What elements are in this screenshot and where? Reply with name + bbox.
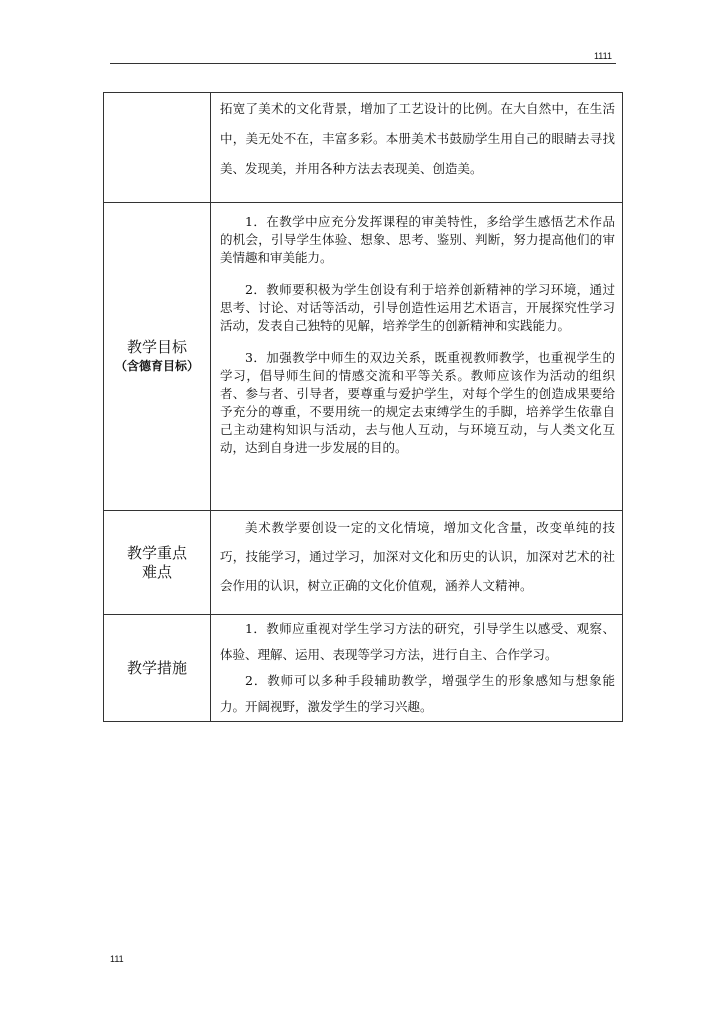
- table-row: [104, 615, 623, 722]
- lesson-plan-table: [103, 92, 623, 722]
- key-points-text: 美术教学要创设一定的文化情境，增加文化含量，改变单纯的技巧，技能学习，通过学习，加深对文化和历史的认识，加深对艺术的社会作用的认识，树立正确的文化价值观，涵养人文精神。: [220, 520, 615, 593]
- objectives-label: 教学目标: [126, 337, 187, 356]
- measure-item-1: 1．教师应重视对学生学习方法的研究，引导学生以感受、观察、体验、理解、运用、表现等学习方法，进行自主、合作学习。: [220, 621, 615, 662]
- objective-item-1: 1．在教学中应充分发挥课程的审美特性，多给学生感悟艺术作品的机会，引导学生体验、想象、思考、鉴别、判断，努力提高他们的审美情趣和审美能力。: [220, 214, 615, 265]
- objective-item-3: 3．加强教学中师生的双边关系，既重视教师教学，也重视学生的学习，倡导师生间的情感交流和平等关系。教师应该作为活动的组织者、参与者、引导者，要尊重与爱护学生，对每个学生的创造成果要给予充分的尊重，不要用统一的规定去束缚学生的手脚，培养学生依靠自己主动建构知识与活动，去与他人互动，与环境互动，与人类文化互动，达到自身进一步发展的目的。: [220, 350, 615, 455]
- footer-page-number: 111: [110, 954, 124, 964]
- measures-label-cell: [104, 615, 211, 722]
- objectives-label-cell: [104, 203, 211, 511]
- header-rule: [110, 63, 616, 64]
- sublabel-prefix: （含: [114, 358, 139, 373]
- background-text: 拓宽了美术的文化背景，增加了工艺设计的比例。在大自然中，在生活中，美无处不在，丰富多彩。本册美术书鼓励学生用自己的眼睛去寻找美、发现美，并用各种方法去表现美、创造美。: [220, 101, 615, 176]
- objectives-sublabel: [105, 357, 209, 376]
- table-row: [104, 93, 623, 203]
- sublabel-bold: 德育目标: [138, 358, 187, 373]
- measures-content-cell: [211, 615, 623, 722]
- key-points-content-cell: [211, 511, 623, 615]
- measure-item-2: 2．教师可以多种手段辅助教学，增强学生的形象感知与想象能力。开阔视野，激发学生的学习兴趣。: [220, 673, 615, 714]
- key-points-label-cell: [104, 511, 211, 615]
- header-page-number: 1111: [593, 51, 612, 61]
- sublabel-suffix: ）: [187, 358, 200, 373]
- measures-label: 教学措施: [126, 658, 187, 677]
- empty-label-cell: [104, 93, 211, 203]
- key-points-label-line2: 难点: [141, 562, 172, 581]
- content-cell: [211, 93, 623, 203]
- table-row: [104, 511, 623, 615]
- objectives-content-cell: [211, 203, 623, 511]
- table-row: [104, 203, 623, 511]
- objective-item-2: 2．教师要积极为学生创设有利于培养创新精神的学习环境，通过思考、讨论、对话等活动，引导创造性运用艺术语言，开展探究性学习活动，发表自己独特的见解，培养学生的创新精神和实践能力。: [220, 282, 615, 333]
- key-points-label-line1: 教学重点: [126, 543, 187, 562]
